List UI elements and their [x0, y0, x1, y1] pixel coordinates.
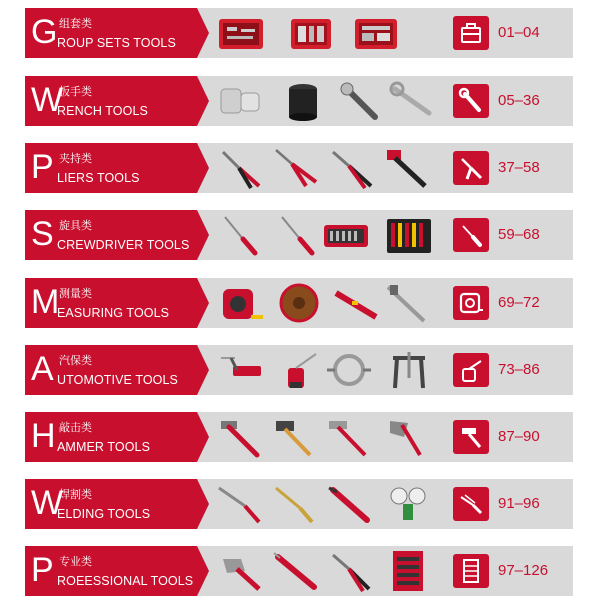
product-thumbnails — [215, 415, 440, 459]
wrench-icon — [453, 84, 489, 118]
category-name-en: ROUP SETS TOOLS — [57, 36, 176, 50]
product-thumbnails — [215, 213, 440, 257]
product-thumbnails — [215, 11, 440, 55]
category-name-en: ROEESSIONAL TOOLS — [57, 574, 194, 588]
category-name-cn: 旋具类 — [59, 219, 92, 232]
category-name-cn: 测量类 — [59, 287, 92, 300]
page-range: 69–72 — [498, 294, 540, 311]
product-thumbnails — [215, 348, 440, 392]
category-row-pliers[interactable] — [25, 143, 573, 193]
category-label-tab — [25, 8, 209, 58]
category-row-measuring[interactable] — [25, 278, 573, 328]
bit-set-image — [320, 213, 372, 257]
voltage-tester-image — [270, 549, 322, 593]
category-name-en: AMMER TOOLS — [57, 440, 151, 454]
category-name-en: RENCH TOOLS — [57, 104, 148, 118]
category-name-cn: 夹持类 — [59, 152, 92, 165]
category-initial: M — [31, 283, 60, 321]
page-range: 37–58 — [498, 159, 540, 176]
welding-torch-image — [270, 482, 322, 526]
wire-stripper-image — [325, 146, 377, 190]
caliper-image — [380, 281, 432, 325]
product-thumbnails — [215, 146, 440, 190]
category-name-en: UTOMOTIVE TOOLS — [57, 373, 178, 387]
spirit-level-image — [330, 281, 382, 325]
category-label-tab — [25, 412, 209, 462]
category-label-tab — [25, 76, 209, 126]
screwdriver-icon — [453, 218, 489, 252]
category-row-wrench[interactable] — [25, 76, 573, 126]
toolbox-icon — [453, 16, 489, 50]
category-initial: G — [31, 13, 58, 51]
page-range: 91–96 — [498, 495, 540, 512]
welding-torch-icon — [453, 487, 489, 521]
category-initial: W — [31, 484, 64, 522]
tool-set-case-image — [285, 11, 337, 55]
needle-nose-pliers-image — [270, 146, 322, 190]
page-range: 73–86 — [498, 361, 540, 378]
long-tape-reel-image — [273, 281, 325, 325]
pipe-cutter-image — [215, 549, 267, 593]
tape-measure-icon — [453, 286, 489, 320]
sledge-hammer-image — [270, 415, 322, 459]
axe-image — [380, 415, 432, 459]
page-range: 59–68 — [498, 226, 540, 243]
category-name-en: ELDING TOOLS — [57, 507, 151, 521]
category-name-cn: 汽保类 — [59, 354, 92, 367]
gear-puller-image — [383, 348, 435, 392]
category-label-tab — [25, 345, 209, 395]
oil-can-image — [270, 348, 322, 392]
category-row-welding[interactable] — [25, 479, 573, 529]
tool-cabinet-icon — [453, 554, 489, 588]
gas-regulator-image — [383, 482, 435, 526]
tool-cabinet-image — [383, 549, 435, 593]
category-name-cn: 焊割类 — [59, 488, 92, 501]
category-row-automotive[interactable] — [25, 345, 573, 395]
category-name-cn: 组套类 — [59, 17, 92, 30]
impact-socket-image — [277, 79, 329, 123]
ratchet-image — [335, 79, 387, 123]
screwdriver-image — [270, 213, 322, 257]
product-thumbnails — [215, 549, 440, 593]
page-range: 97–126 — [498, 562, 549, 579]
category-name-en: EASURING TOOLS — [57, 306, 170, 320]
page-range: 87–90 — [498, 428, 540, 445]
category-label-tab — [25, 278, 209, 328]
tool-set-case-image — [215, 11, 267, 55]
category-initial: W — [31, 81, 64, 119]
ball-peen-hammer-image — [323, 415, 375, 459]
hammer-icon — [453, 420, 489, 454]
category-row-hammer[interactable] — [25, 412, 573, 462]
category-initial: A — [31, 350, 54, 388]
pipe-wrench-image — [381, 146, 433, 190]
claw-hammer-image — [215, 415, 267, 459]
category-label-tab — [25, 479, 209, 529]
page-range: 05–36 — [498, 92, 540, 109]
screwdriver-set-image — [383, 213, 435, 257]
pliers-image — [215, 146, 267, 190]
category-label-tab — [25, 210, 209, 260]
pliers-icon — [453, 151, 489, 185]
screwdriver-image — [215, 213, 267, 257]
category-initial: S — [31, 215, 54, 253]
category-initial: P — [31, 551, 54, 589]
oil-can-icon — [453, 353, 489, 387]
product-thumbnails — [215, 281, 440, 325]
product-thumbnails — [215, 79, 440, 123]
grease-gun-image — [215, 348, 267, 392]
tape-measure-image — [215, 281, 267, 325]
category-name-en: CREWDRIVER TOOLS — [57, 238, 190, 252]
tool-set-case-image — [350, 11, 402, 55]
electrode-holder-image — [325, 482, 377, 526]
category-name-cn: 扳手类 — [59, 85, 92, 98]
category-initial: P — [31, 148, 54, 186]
cutting-torch-image — [215, 482, 267, 526]
category-label-tab — [25, 546, 209, 596]
page-range: 01–04 — [498, 24, 540, 41]
category-row-group-sets[interactable] — [25, 8, 573, 58]
socket-image — [215, 79, 267, 123]
category-row-professional[interactable] — [25, 546, 573, 596]
category-row-screwdriver[interactable] — [25, 210, 573, 260]
category-label-tab — [25, 143, 209, 193]
category-name-cn: 敲击类 — [59, 421, 92, 434]
category-name-cn: 专业类 — [59, 555, 92, 568]
category-name-en: LIERS TOOLS — [57, 171, 140, 185]
rivet-gun-image — [325, 549, 377, 593]
adjustable-wrench-image — [387, 79, 439, 123]
category-initial: H — [31, 417, 56, 455]
product-thumbnails — [215, 482, 440, 526]
filter-wrench-image — [323, 348, 375, 392]
